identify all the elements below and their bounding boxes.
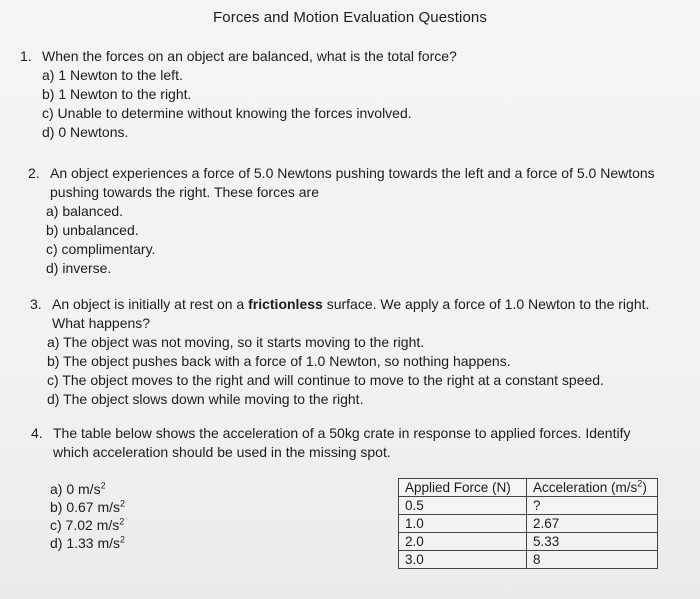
table-row <box>399 533 658 551</box>
choice-d: d) The object slows down while moving to the right. <box>47 391 364 407</box>
choice-c: c) complimentary. <box>46 241 156 257</box>
table-row <box>399 515 658 533</box>
question-text: When the forces on an object are balanced, what is the total force? <box>42 48 457 64</box>
page-title: Forces and Motion Evaluation Questions <box>213 9 487 26</box>
choice-d-exponent: 2 <box>120 534 126 545</box>
question-text-pre: An object is initially at rest on a <box>52 296 249 312</box>
table-cell-acceleration: 8 <box>527 551 658 569</box>
question-text-line-2: What happens? <box>52 315 151 331</box>
table-cell-force: 3.0 <box>399 551 527 569</box>
table-cell-force: 0.5 <box>399 497 527 515</box>
table-cell-acceleration: ? <box>527 497 658 515</box>
question-1 <box>20 47 660 142</box>
table-header-row <box>399 479 658 497</box>
choice-a: a) The object was not moving, so it starts moving to the right. <box>47 334 425 350</box>
choice-a: a) balanced. <box>46 203 124 219</box>
question-2 <box>28 164 678 278</box>
choice-a-label: a) 0 m/s <box>50 481 101 497</box>
header-acceleration-exponent: 2 <box>637 478 643 489</box>
header-acceleration <box>527 479 658 497</box>
choice-c <box>50 516 125 534</box>
question-1-stem <box>20 47 660 66</box>
choice-c: c) The object moves to the right and will continue to move to the right at a constant speed. <box>47 372 604 388</box>
question-number: 1. <box>20 48 32 64</box>
question-number: 3. <box>30 296 42 312</box>
choice-list <box>30 333 670 409</box>
header-acceleration-close: ) <box>642 480 647 495</box>
table-cell-acceleration: 5.33 <box>527 533 658 551</box>
choice-a-exponent: 2 <box>100 480 106 491</box>
choice-b: b) The object pushes back with a force of 1.0 Newton, so nothing happens. <box>47 353 511 369</box>
choice-list <box>28 202 678 278</box>
choice-c: c) Unable to determine without knowing the forces involved. <box>42 105 412 121</box>
table-cell-force: 2.0 <box>399 533 527 551</box>
choice-b: b) unbalanced. <box>46 222 139 238</box>
table-cell-acceleration: 2.67 <box>527 515 658 533</box>
question-text-line-2: which acceleration should be used in the missing spot. <box>53 444 391 460</box>
question-text-post: surface. We apply a force of 1.0 Newton to the right. <box>322 296 650 312</box>
question-text-line-2: pushing towards the right. These forces are <box>50 184 320 200</box>
choice-c-label: c) 7.02 m/s <box>50 517 120 533</box>
question-text-line-1: The table below shows the acceleration of a 50kg crate in response to applied forces. Identify <box>53 425 631 441</box>
choice-a: a) 1 Newton to the left. <box>42 67 183 83</box>
question-text <box>52 295 670 333</box>
choice-a <box>50 480 125 498</box>
choice-b-label: b) 0.67 m/s <box>50 499 121 515</box>
question-3 <box>30 295 670 409</box>
choice-b: b) 1 Newton to the right. <box>42 86 192 102</box>
header-acceleration-label: Acceleration (m/s <box>533 480 638 495</box>
question-text <box>53 424 671 462</box>
choice-d: d) inverse. <box>46 260 112 276</box>
choice-d: d) 0 Newtons. <box>42 124 129 140</box>
choice-c-exponent: 2 <box>119 516 125 527</box>
question-text <box>50 164 678 202</box>
question-2-stem <box>28 164 678 202</box>
question-text-emphasis: frictionless <box>248 296 323 312</box>
question-4-choice-list <box>50 480 125 552</box>
question-4 <box>31 424 671 462</box>
question-3-stem <box>30 295 670 333</box>
choice-list <box>20 66 660 142</box>
question-number: 4. <box>31 425 43 441</box>
question-text-line-1: An object experiences a force of 5.0 Newtons pushing towards the left and a force of 5.0 Newtons <box>50 165 655 181</box>
table-cell-force: 1.0 <box>399 515 527 533</box>
choice-b <box>50 498 125 516</box>
question-number: 2. <box>28 165 40 181</box>
choice-d-label: d) 1.33 m/s <box>50 535 121 551</box>
question-4-stem <box>31 424 671 462</box>
choice-d <box>50 534 125 552</box>
table-row <box>399 551 658 569</box>
choice-b-exponent: 2 <box>120 498 126 509</box>
table-row <box>399 497 658 515</box>
force-acceleration-table <box>398 478 658 569</box>
header-applied-force: Applied Force (N) <box>399 479 527 497</box>
